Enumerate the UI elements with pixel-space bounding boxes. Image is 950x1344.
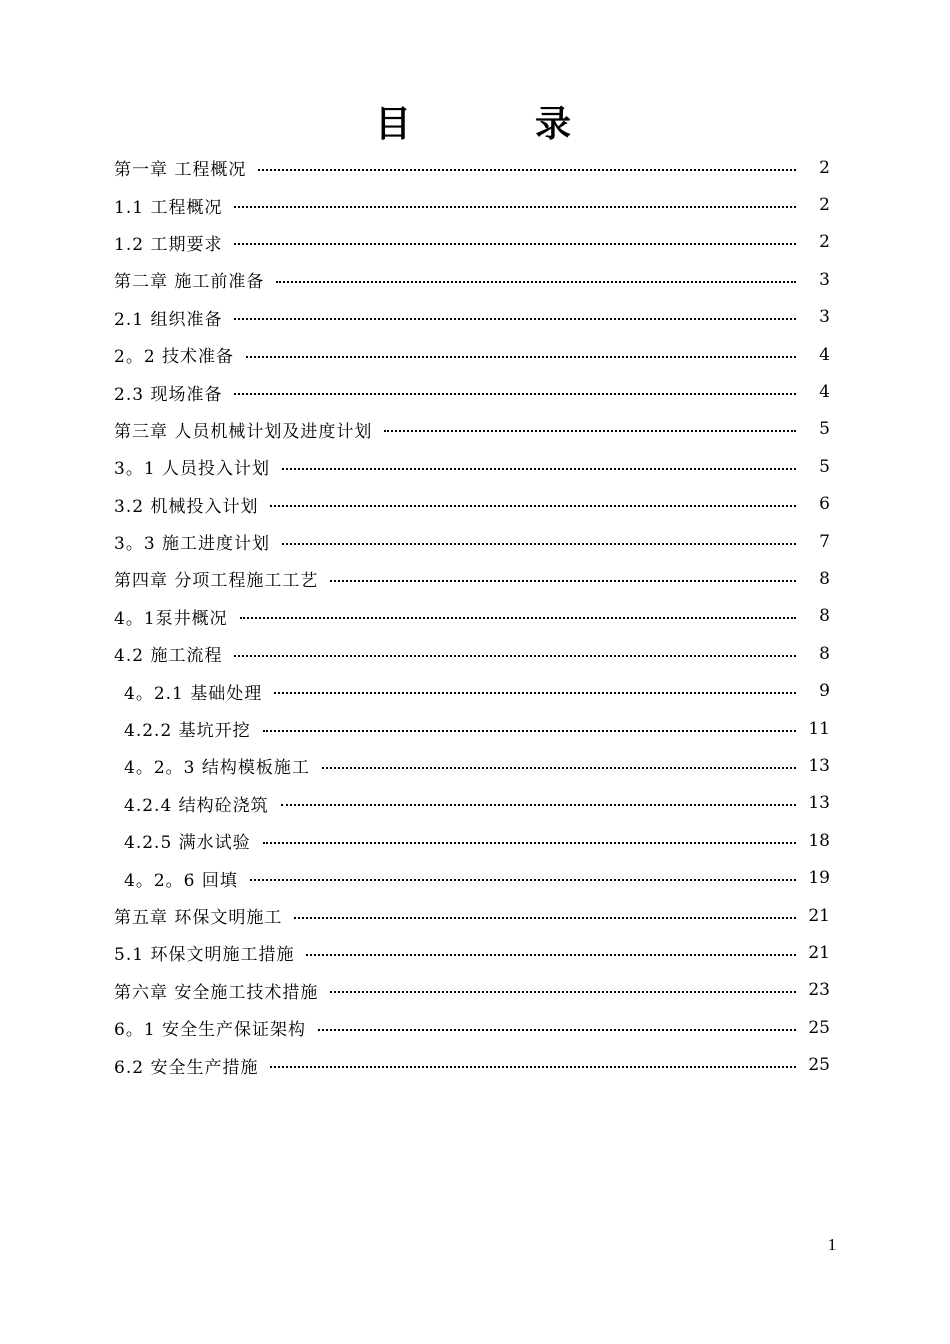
toc-dot-leader [306,954,796,956]
toc-entry-page: 18 [808,830,830,851]
toc-entry-label: 4。2.1 基础处理 [124,683,263,704]
toc-entry[interactable] [114,672,830,709]
toc-entry-page: 2 [819,157,830,178]
toc-entry[interactable] [114,560,830,597]
toc-dot-leader [274,692,796,694]
toc-entry[interactable] [114,1009,830,1046]
toc-entry-label: 1.1 工程概况 [114,197,223,218]
toc-dot-leader [270,505,796,507]
toc-entry-page: 4 [819,344,830,365]
toc-entry[interactable] [114,859,830,896]
toc-entry-page: 4 [819,382,830,403]
toc-dot-leader [276,281,796,283]
toc-entry-label: 4.2.5 满水试验 [124,833,251,854]
toc-entry[interactable] [114,186,830,223]
toc-entry-label: 3.2 机械投入计划 [114,496,259,517]
toc-entry-label: 3。1 人员投入计划 [114,459,271,480]
toc-entry-page: 6 [819,494,830,515]
toc-dot-leader [234,393,796,395]
toc-dot-leader [330,580,796,582]
table-of-contents [114,149,830,1084]
toc-entry-label: 4。2。3 结构模板施工 [124,758,310,779]
toc-entry-label: 4。1泵井概况 [114,608,228,629]
toc-dot-leader [281,804,796,806]
toc-entry-page: 5 [819,456,830,477]
toc-entry-page: 23 [808,980,830,1001]
toc-entry-label: 第六章 安全施工技术措施 [114,982,319,1003]
toc-entry-page: 13 [808,755,830,776]
toc-dot-leader [263,842,796,844]
toc-dot-leader [234,206,796,208]
toc-dot-leader [282,468,796,470]
toc-dot-leader [263,730,796,732]
toc-entry-page: 2 [819,232,830,253]
toc-entry[interactable] [114,972,830,1009]
toc-entry-page: 21 [808,905,830,926]
toc-entry-label: 2。2 技术准备 [114,347,235,368]
toc-entry[interactable] [114,486,830,523]
toc-dot-leader [384,430,796,432]
toc-entry-page: 2 [819,195,830,216]
toc-dot-leader [234,318,796,320]
toc-entry-label: 1.2 工期要求 [114,234,223,255]
toc-entry[interactable] [114,1046,830,1083]
toc-entry[interactable] [114,411,830,448]
toc-entry-page: 8 [819,606,830,627]
toc-entry-label: 4.2.2 基坑开挖 [124,721,251,742]
toc-entry[interactable] [114,710,830,747]
toc-dot-leader [294,917,796,919]
toc-entry-page: 25 [808,1017,830,1038]
toc-entry[interactable] [114,747,830,784]
toc-entry[interactable] [114,299,830,336]
page-number: 1 [827,1235,837,1254]
toc-entry-page: 3 [819,307,830,328]
toc-entry-label: 4.2.4 结构砼浇筑 [124,795,269,816]
toc-entry-label: 3。3 施工进度计划 [114,534,271,555]
toc-dot-leader [282,543,796,545]
toc-entry-label: 6.2 安全生产措施 [114,1057,259,1078]
toc-entry-label: 第二章 施工前准备 [114,272,265,293]
toc-dot-leader [246,356,796,358]
toc-entry-page: 21 [808,942,830,963]
toc-dot-leader [250,879,796,881]
toc-entry-label: 4.2 施工流程 [114,646,223,667]
toc-entry[interactable] [114,373,830,410]
toc-title: 目 录 [374,104,615,145]
toc-dot-leader [234,243,796,245]
toc-entry[interactable] [114,149,830,186]
toc-entry-label: 5.1 环保文明施工措施 [114,945,295,966]
toc-entry[interactable] [114,822,830,859]
toc-entry-label: 2.1 组织准备 [114,309,223,330]
toc-dot-leader [258,169,796,171]
toc-dot-leader [318,1029,796,1031]
toc-entry[interactable] [114,785,830,822]
toc-dot-leader [322,767,796,769]
toc-dot-leader [234,655,796,657]
toc-entry-label: 6。1 安全生产保证架构 [114,1020,307,1041]
toc-entry-page: 8 [819,568,830,589]
toc-entry[interactable] [114,897,830,934]
toc-entry[interactable] [114,635,830,672]
toc-entry-page: 13 [808,793,830,814]
toc-entry-label: 第三章 人员机械计划及进度计划 [114,421,373,442]
toc-entry[interactable] [114,598,830,635]
toc-entry[interactable] [114,523,830,560]
toc-entry-label: 第一章 工程概况 [114,160,247,181]
toc-entry-page: 7 [819,531,830,552]
toc-entry[interactable] [114,934,830,971]
toc-dot-leader [330,991,796,993]
toc-entry[interactable] [114,448,830,485]
toc-entry-label: 2.3 现场准备 [114,384,223,405]
toc-entry[interactable] [114,336,830,373]
toc-entry-page: 3 [819,269,830,290]
toc-entry-page: 5 [819,419,830,440]
toc-entry-page: 9 [819,681,830,702]
toc-entry-page: 11 [808,718,830,739]
toc-entry-label: 第五章 环保文明施工 [114,908,283,928]
toc-entry-page: 25 [808,1055,830,1076]
toc-entry[interactable] [114,261,830,298]
toc-dot-leader [270,1066,796,1068]
toc-entry-page: 8 [819,643,830,664]
toc-entry[interactable] [114,224,830,261]
toc-entry-label: 第四章 分项工程施工工艺 [114,571,319,592]
toc-entry-page: 19 [808,868,830,889]
toc-entry-label: 4。2。6 回填 [124,870,238,891]
toc-dot-leader [240,617,796,619]
